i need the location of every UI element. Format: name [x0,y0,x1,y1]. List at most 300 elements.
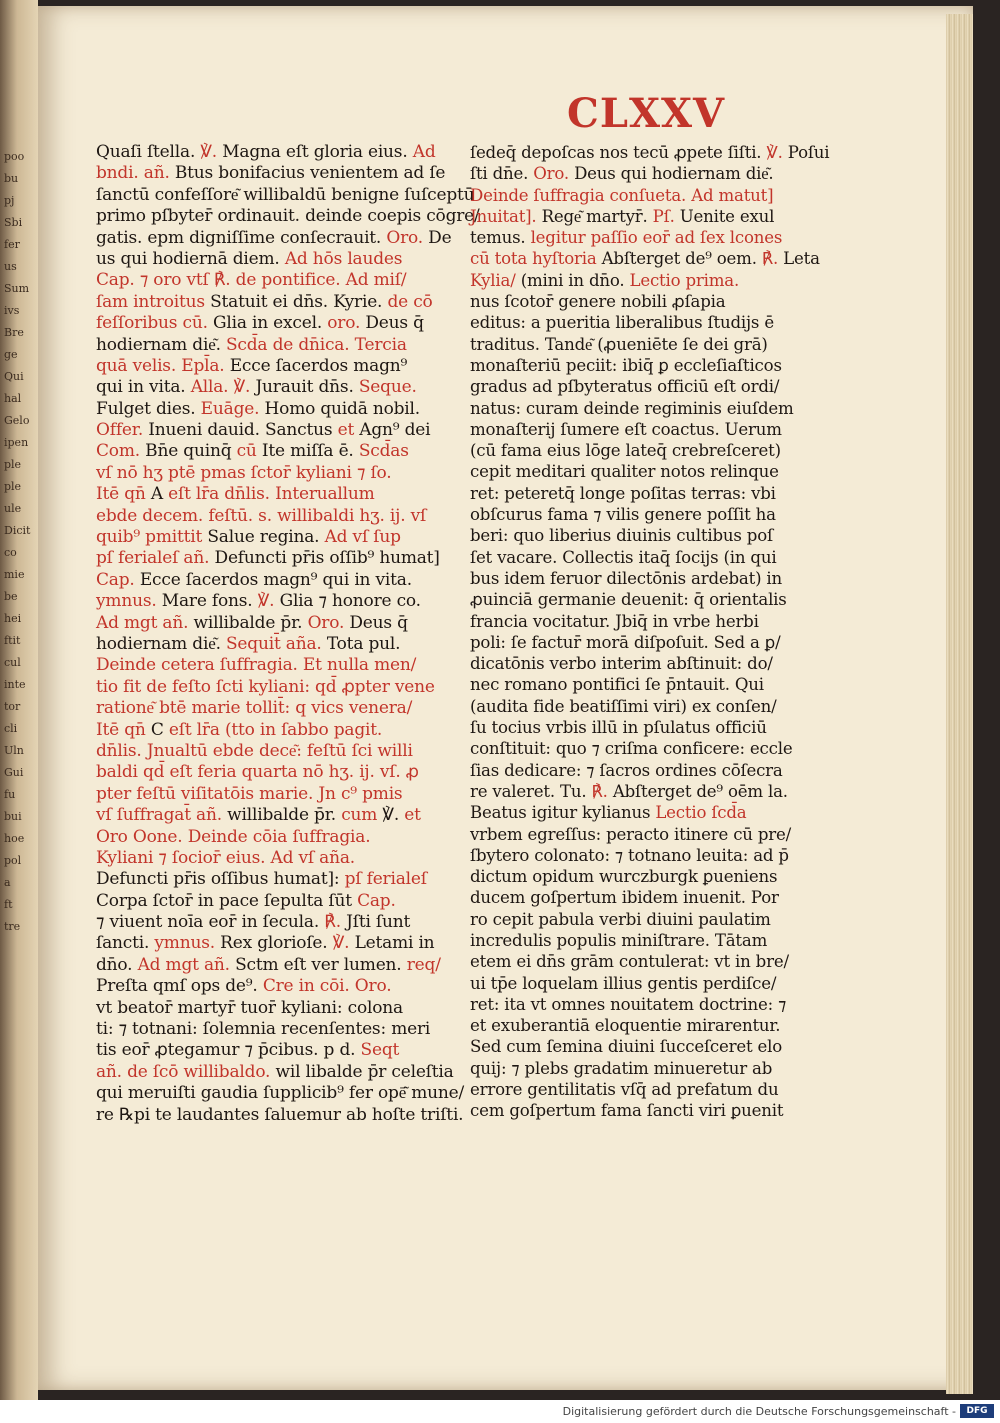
body-text: dicatōnis verbo interim abſtinuit: do/ [470,654,773,674]
text-line [470,802,822,823]
rubric-text: quā velis. Epl̄a. [96,355,230,376]
body-text: Deus q̄ [349,612,408,633]
rubric-text: ℣. [200,142,223,162]
body-text: Agn⁹ dei [359,420,431,441]
rubric-text: ℟. [761,249,784,269]
body-text: Beatus igitur kylianus [470,803,656,823]
text-line [96,484,452,505]
text-line [470,1015,822,1036]
body-text: Inueni dauid. Sanctus [148,420,338,441]
text-line [96,720,452,741]
rubric-text: ℣. [766,143,788,162]
facing-page-fragment: us [4,260,17,273]
text-line [470,930,822,951]
text-line [96,976,452,997]
text-line [470,674,822,695]
body-text: temus. [470,228,531,248]
text-line [470,185,822,206]
text-line [96,1083,465,1104]
body-text: Poſui [787,143,830,162]
facing-page-fragment: pj [4,194,15,207]
body-text: Deus qui hodiernam die͂. [574,164,774,184]
text-line [470,206,822,227]
rubric-text: Sequit̄ aña. [225,633,327,654]
body-text: Fulget dies. [96,398,201,419]
text-line [470,270,822,291]
rubric-text: Ad miſ/ [345,270,407,291]
facing-page-fragment: hoe [4,832,25,845]
text-line [96,463,452,484]
body-text: cepit meditari qualiter notos relinque [470,462,779,482]
rubric-text: Ad vſ ſup [324,527,401,548]
rubric-text: feſſoribus cū. [96,313,213,334]
text-line [96,527,452,548]
rubric-text: ebde decem. feſtū. s. willibaldi hʒ. ij. vſ [96,505,427,526]
rubric-text: Ad mgt añ. [96,612,194,633]
rubric-text: ratione͂ btē marie tollit̄: q vics venera/ [96,698,413,719]
text-line [96,805,452,826]
rubric-text: legitur paſſio eor̄ ad ſex lcones [530,228,783,248]
rubric-text: Cre in cōi. Oro. [262,976,392,997]
rubric-text: ymnus. [154,933,221,954]
facing-page-fragment: Sum [4,282,30,295]
rubric-text: Oro. [386,227,429,248]
text-line [470,696,822,717]
body-text: vt beator̄ martyr̄ tuor̄ kyliani: colona [96,997,403,1018]
body-text: willibalde p̄r. [193,612,308,633]
rubric-text: Alla. [190,377,234,398]
facing-page-fragment: Qui [4,370,24,383]
rubric-text: pſ ferialeſ [344,869,427,890]
rubric-text: Itē qn̄ [96,719,151,740]
body-text: Leta [783,249,820,269]
body-text: (mini in dn̄o. [520,270,630,290]
body-text: Ecce ſacerdos magn⁹ qui in vita. [139,569,412,590]
text-line [96,827,452,848]
text-line [96,142,452,163]
rubric-text: Cap. [357,890,396,911]
rubric-text: de pontifice. [235,270,346,291]
facing-page-fragment: ule [4,502,22,515]
facing-page-fragment: fu [4,788,16,801]
body-text: nec romano pontifici ſe p̄ntauit. Qui [470,675,764,695]
folio-number: CLXXV [567,90,726,137]
text-line [470,611,822,632]
text-line [470,1058,822,1079]
rubric-text: de cō [387,291,433,312]
body-text: nus ſcotor̄ genere nobili ꝓſapia [470,292,726,312]
body-text: traditus. Tande͂ (ꝓueniēte ſe dei grā) [470,334,768,354]
body-text: (audita fide beatiſſimi viri) ex conſen/ [470,696,777,716]
body-text: ret: peteretq̄ longe poſitas terras: vbi [470,483,776,503]
body-text: Letami in [354,933,435,954]
text-line [96,228,452,249]
rubric-text: et [337,420,360,441]
body-text: Tu. [560,781,592,801]
text-line [96,933,452,954]
text-line [96,762,452,783]
body-text: A [150,484,169,505]
text-line [96,441,452,462]
text-line [96,591,452,612]
text-line [470,760,822,781]
text-line [470,504,822,525]
body-text: Defuncti pr̄is oſſib⁹ humat] [214,548,440,569]
rubric-text: vſ ſuffragat̄ añ. [96,805,228,826]
rubric-text: req/ [406,954,441,975]
text-line [96,1104,464,1126]
body-text: re ℞pi te laudantes ſaluemur ab hoſte triſti. [96,1104,464,1125]
facing-page-edge [0,0,38,1400]
body-text: ſbytero colonato: ⁊ totnano leuita: ad p̄ [470,845,789,865]
body-text: Abſterget de⁹ oēm la. [612,781,788,801]
text-line [470,483,822,504]
body-text: Homo quidā nobil. [264,398,420,419]
body-text: cem goſpertum fama ſancti viri ꝑuenit [470,1101,784,1121]
body-text: (cū fama eius lōge lateq̄ crebreſceret) [470,441,781,461]
rubric-text: Ad [412,142,436,162]
rubric-text: Scd̄a de dn̄ica. Tercia [225,334,407,355]
body-text: Ecce ſacerdos magn⁹ [229,355,408,376]
text-line [96,891,452,912]
text-line [470,355,822,376]
body-text: Sed cum ſemina diuini ſucceſceret elo [470,1037,783,1057]
rubric-text: yliani ⁊ ſocior̄ eius. Ad vſ aña. [107,847,355,868]
body-text: Corpa ſctor̄ in pace ſepulta ſūt [96,890,358,911]
body-text: tis eor̄ ꝓtegamur ⁊ p̄cibus. p d. [96,1040,361,1061]
rubric-text: Cap. [96,569,140,590]
body-text: ſedeq̄ depoſcas nos tecū ꝓpete ſiſti. [470,143,767,162]
body-text: errore gentilitatis vſq̄ ad prefatum du [470,1080,779,1100]
facing-page-fragment: ftit [4,634,21,647]
body-text: ti: ⁊ totnani: ſolemnia recenſentes: meri [96,1019,431,1040]
body-text: beri: quo liberius diuinis cultibus poſ [470,526,773,546]
body-text: De [428,227,452,248]
text-line [470,227,822,248]
text-line [96,270,452,291]
text-line [96,335,452,356]
rubric-text: Jnuitat]. [470,206,542,226]
text-line [96,292,452,313]
body-text: ret: ita vt omnes nouitatem doctrine: ⁊ [470,994,787,1014]
text-line [470,568,822,589]
facing-page-fragment: Gelo [4,414,30,427]
text-line [470,781,822,802]
text-line [96,420,452,441]
rubric-text: ℣. [257,591,280,612]
text-line [96,1062,452,1083]
text-line [96,655,452,676]
rubric-text: Com. [96,441,146,462]
body-text: gradus ad pſbyteratus officiū eſt ordi/ [470,377,780,397]
rubric-text: et [404,805,421,826]
facing-page-fragment: Uln [4,744,24,757]
body-text: Deus q̄ [365,313,424,334]
text-line [470,909,822,930]
text-line [470,738,822,759]
rubric-text: Euāge. [200,398,265,419]
rubric-text: ℟. [213,270,236,291]
text-line [470,632,822,653]
dfg-logo: DFG [960,1404,994,1418]
body-text: gatis. epm digniſſime conſecrauit. [96,227,387,248]
body-text: Preſta qmſ ops de⁹. [96,976,263,997]
rubric-text: tio fit de feſto ſcti kyliani: qd̄ ꝓpter vene [96,676,435,697]
body-text: ſanctū confeſſore͂ willibaldū benigne ſuſceptū [96,184,475,205]
right-text-column [470,142,830,1122]
body-text: ſti dn̄e. [470,164,534,184]
text-line [470,845,822,866]
facing-page-fragment: Bre [4,326,24,339]
rubric-text: añ. de ſcō willibaldo. [96,1061,276,1082]
rubric-text: ℣. [233,377,256,398]
body-text: Glia ⁊ honore co. [279,591,421,612]
text-line [96,1019,452,1040]
rubric-text: Seque. [358,377,417,398]
body-text: monaſteriū peciit: ibiq̄ ꝑ eccleſiaſticos [470,355,782,375]
text-line [96,377,452,398]
text-line [96,955,452,976]
text-line [470,334,822,355]
text-line [470,291,822,312]
facing-page-fragment: bu [4,172,19,185]
rubric-text: pſ ferialeſ añ. [96,548,215,569]
body-text: ꝓuinciā germanie deuenit: q̄ orientalis [470,590,787,610]
body-text: editus: a pueritia liberalibus ſtudijs ē [470,313,774,333]
body-text: Rex glorioſe. [220,933,333,954]
text-line [470,398,822,419]
text-line [470,866,822,887]
facing-page-fragment: ft [4,898,13,911]
body-text: Ite miſſa ē. [261,441,359,462]
text-line [470,525,822,546]
body-text: natus: curam deinde regiminis eiuſdem [470,398,794,418]
body-text: ℣. [382,805,405,826]
rubric-text: Kylia/ [470,270,521,290]
facing-page-fragment: a [4,876,11,889]
text-line [470,653,822,674]
rubric-text: Lectio ſcd̄a [655,803,747,823]
rubric-text: Lectio prima. [629,270,740,290]
rubric-text: eſt lr̄a dn̄lis. Interuallum [168,484,375,505]
body-text: Glia in excel. [212,313,328,334]
body-text: primo pſbyter̄ ordinauit. deinde coepis cōgre/ [96,206,480,227]
body-text: obſcurus fama ⁊ vilis genere poſſit ha [470,505,776,525]
text-line [96,613,452,634]
rubric-text: Scd̄as [358,441,409,462]
body-text: ſancti. [96,933,155,954]
rubric-text: Oone. Deinde cōia ſuffragia. [132,826,371,847]
text-line [96,506,452,527]
text-line [96,677,452,698]
digitization-footer [0,1400,1000,1423]
facing-page-fragment: inte [4,678,26,691]
rubric-text: Cap. ⁊ oro vtſ [96,270,214,291]
facing-page-fragment: ple [4,458,22,471]
text-line [96,313,452,334]
body-text: francia vocitatur. Jbiq̄ in vrbe herbi [470,611,759,631]
text-line [96,163,452,184]
body-text: C [150,719,169,740]
text-line [96,1040,452,1061]
body-text: Sctm eſt ver lumen. [235,954,407,975]
body-text: Btus bonifacius venientem ad ſe [174,163,446,184]
body-text: Jurauit dn̄s. [255,377,359,398]
body-text: qui meruiſti gaudia ſupplicib⁹ fer opē͂ mune/ [96,1083,465,1104]
text-line [470,951,822,972]
facing-page-fragment: poo [4,150,25,163]
facing-page-fragment: pol [4,854,22,867]
rubric-text: cū [236,441,262,462]
text-line [470,717,822,738]
rubric-text: Offer. [96,420,149,441]
text-line [96,784,452,805]
facing-page-fragment: tor [4,700,21,713]
body-text: conſtituit: quo ⁊ criſma conficere: eccle [470,739,793,759]
body-text: dictum opidum wurczburgk ꝑueniens [470,867,778,887]
text-line [470,973,822,994]
text-line [96,848,452,869]
rubric-text: ymnus. [96,591,162,612]
rubric-text: Ad hōs laudes [284,248,403,269]
text-line [470,142,830,163]
rubric-text: vſ nō hʒ ptē pmas ſctor̄ kyliani ⁊ ſo. [96,462,392,483]
facing-page-fragment: Dicit [4,524,31,537]
facing-page-fragment: tre [4,920,21,933]
rubric-text: quib⁹ pmittit [96,527,208,548]
facing-page-fragment: hei [4,612,22,625]
facing-page-fragment: Sbi [4,216,23,229]
text-line [96,912,452,933]
text-line [470,248,822,269]
page-edges [946,14,973,1394]
facing-page-fragment: bui [4,810,22,823]
facing-page-fragment: cul [4,656,21,669]
body-text: Bn̄e quinq̄ [145,441,237,462]
body-text: Quaſi ſtella. [96,142,201,162]
left-text-column [96,142,480,1126]
rubric-text: cum [341,805,383,826]
funding-credit: Digitalisierung gefördert durch die Deutsche Forschungsgemeinschaft - [562,1405,956,1418]
rubric-text: bndi. añ. [96,163,175,184]
body-text: qui in vita. [96,377,191,398]
body-text: Defuncti pr̄is oſſibus humat]: [96,869,345,890]
rubric-text: ℣. [332,933,355,954]
facing-page-fragment: cli [4,722,18,735]
body-text: Jſti ſunt [346,912,411,933]
body-text: Salue regina. [207,527,325,548]
body-text: ro cepit pabula verbi diuini paulatim [470,909,771,929]
text-line [470,589,822,610]
rubric-text: Deinde ſuffragia conſueta. Ad matut] [470,185,774,205]
facing-page-fragment: fer [4,238,20,251]
body-text: ui tp̄e loquelam illius gentis perdiſce/ [470,973,777,993]
text-line [96,570,452,591]
text-line [470,461,822,482]
text-line [96,249,452,270]
rubric-text: K [96,847,108,868]
rubric-text: ſam introitus [96,291,211,312]
facing-page-fragment: Gui [4,766,24,779]
rubric-text: Deinde cetera ſuffragia. Et nulla men/ [96,655,417,676]
rubric-text: Pſ. [652,206,680,226]
body-text: monaſterij ſumere eſt coactus. Uerum [470,419,782,439]
text-line [96,741,452,762]
rubric-text: ℟. [591,781,613,801]
text-line [470,824,822,845]
text-line [470,419,822,440]
body-text: ſet vacare. Collectis itaq̄ ſocijs (in qui [470,547,777,567]
body-text: vrbem egreſſus: peracto itinere cū pre/ [470,824,792,844]
text-line [470,1036,822,1057]
body-text: ſu tocius vrbis illū in pſulatus officiū [470,718,767,738]
facing-page-fragment: ge [4,348,18,361]
rubric-text: ℟. [324,912,347,933]
text-line [470,1100,822,1121]
text-line [96,634,452,655]
rubric-text: Seqt [360,1040,400,1061]
body-text: Mare fons. [161,591,258,612]
text-line [470,887,822,908]
body-text: Rege͂ martyr̄. [541,206,653,226]
body-text: hodiernam die͂. [96,334,226,355]
facing-page-fragment: be [4,590,18,603]
text-line [96,356,452,377]
rubric-text: Itē qn̄ [96,484,151,505]
text-line [470,163,822,184]
rubric-text: eſt lr̄a [168,719,225,740]
body-text: poli: ſe factur̄ morā diſpoſuit. Sed a ꝑ/ [470,632,781,652]
body-text: re valeret. [470,781,560,801]
rubric-text: cū tota hyſtoria [470,249,602,269]
body-text: ducem goſpertum ibidem inuenit. Por [470,888,779,908]
body-text: quij: ⁊ plebs gradatim minueretur ab [470,1058,773,1078]
body-text: Magna eſt gloria eius. [222,142,413,162]
body-text: et exuberantiā eloquentie mirarentur. [470,1016,781,1036]
text-line [96,184,475,206]
body-text: ⁊ viuent noīa eor̄ in ſecula. [96,912,325,933]
body-text: Abſterget de⁹ oem. [601,249,762,269]
body-text: ſias dedicare: ⁊ ſacros ordines cōſecra [470,760,783,780]
text-line [96,399,452,420]
text-line [470,440,822,461]
body-text: Statuit ei dn̄s. Kyrie. [210,291,388,312]
rubric-text: (tto in ſabbo pagit. [224,719,383,740]
rubric-text: Oro. [307,612,350,633]
body-text: Uenite exul [679,206,775,226]
rubric-text: dn̄lis. Jnualtū ebde dece͂: feſtū ſci willi [96,740,413,761]
body-text: incredulis populis miniſtrare. Tātam [470,930,768,950]
text-line [470,376,822,397]
rubric-text: Oro. [533,164,575,184]
text-line [96,548,452,569]
text-line [96,698,452,719]
text-line [470,994,822,1015]
text-line [96,998,452,1019]
facing-page-fragment: ivs [4,304,20,317]
rubric-text: Oro [96,826,133,847]
facing-page-fragment: ple [4,480,22,493]
facing-page-fragment: ipen [4,436,29,449]
rubric-text: Ad mgt añ. [137,954,236,975]
text-line [96,869,452,890]
text-line [470,312,822,333]
body-text: bus idem feruor dilectōnis ardebat) in [470,568,783,588]
body-text: etem ei dn̄s grām contulerat: vt in bre/ [470,952,789,972]
rubric-text: oro. [327,313,366,334]
facing-page-fragment: mie [4,568,25,581]
rubric-text: pter feſtū viſitatōis marie. Jn c⁹ pmis [96,783,403,804]
